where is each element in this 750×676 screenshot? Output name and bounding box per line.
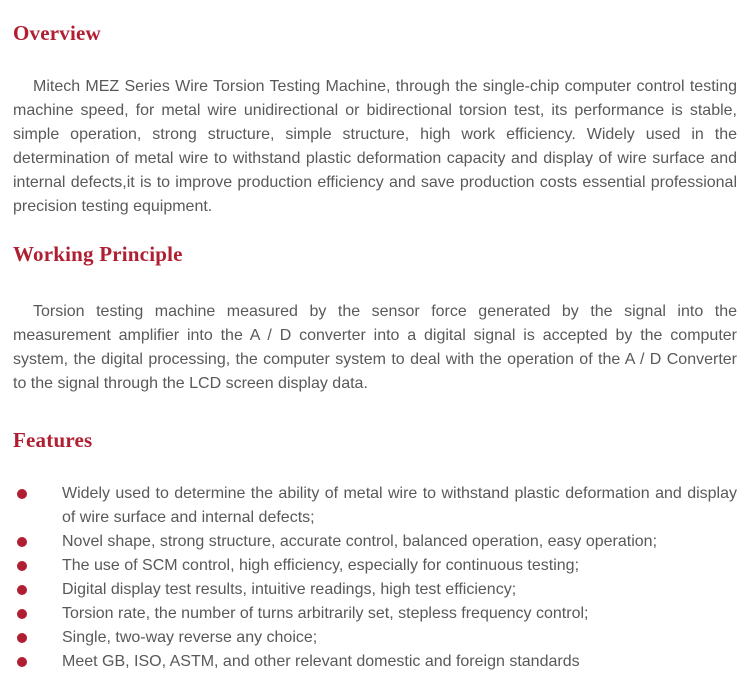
bullet-icon bbox=[17, 585, 27, 595]
working-principle-paragraph: Torsion testing machine measured by the sensor force generated by the signal into the measurement amplifier into the A / D converter into a digital signal is accepted by the computer system, the digital processing, the computer system to deal with the operation of the A / D Converter to the signal through the LCD screen display data. bbox=[13, 303, 737, 392]
overview-paragraph: Mitech MEZ Series Wire Torsion Testing Machine, through the single-chip computer control testing machine speed, for metal wire unidirectional or bidirectional torsion test, its performance is stable, simple operation, strong structure, simple structure, high work efficiency. Widely used in the determination of metal wire to withstand plastic deformation capacity and display of wire surface and internal defects,it is to improve production efficiency and save production costs essential professional precision testing equipment. bbox=[13, 78, 737, 215]
list-item bbox=[13, 482, 737, 530]
feature-text: Meet GB, ISO, ASTM, and other relevant domestic and foreign standards bbox=[62, 653, 580, 670]
overview-heading: Overview bbox=[13, 21, 101, 45]
feature-text: Digital display test results, intuitive readings, high test efficiency; bbox=[62, 581, 517, 598]
list-item bbox=[13, 626, 737, 650]
list-item bbox=[13, 554, 737, 578]
feature-text: Widely used to determine the ability of metal wire to withstand plastic deformation and display of wire surface and internal defects; bbox=[62, 485, 737, 526]
list-item bbox=[13, 578, 737, 602]
bullet-icon bbox=[17, 489, 27, 499]
list-item bbox=[13, 650, 737, 674]
features-heading: Features bbox=[13, 428, 93, 452]
feature-text: The use of SCM control, high efficiency, especially for continuous testing; bbox=[62, 557, 580, 574]
feature-text: Single, two-way reverse any choice; bbox=[62, 629, 318, 646]
list-item bbox=[13, 602, 737, 626]
bullet-icon bbox=[17, 561, 27, 571]
working-principle-heading: Working Principle bbox=[13, 242, 183, 266]
features-list bbox=[13, 482, 737, 674]
feature-text: Novel shape, strong structure, accurate control, balanced operation, easy operation; bbox=[62, 533, 658, 550]
bullet-icon bbox=[17, 657, 27, 667]
bullet-icon bbox=[17, 609, 27, 619]
feature-text: Torsion rate, the number of turns arbitrarily set, stepless frequency control; bbox=[62, 605, 589, 622]
bullet-icon bbox=[17, 537, 27, 547]
list-item bbox=[13, 530, 737, 554]
bullet-icon bbox=[17, 633, 27, 643]
